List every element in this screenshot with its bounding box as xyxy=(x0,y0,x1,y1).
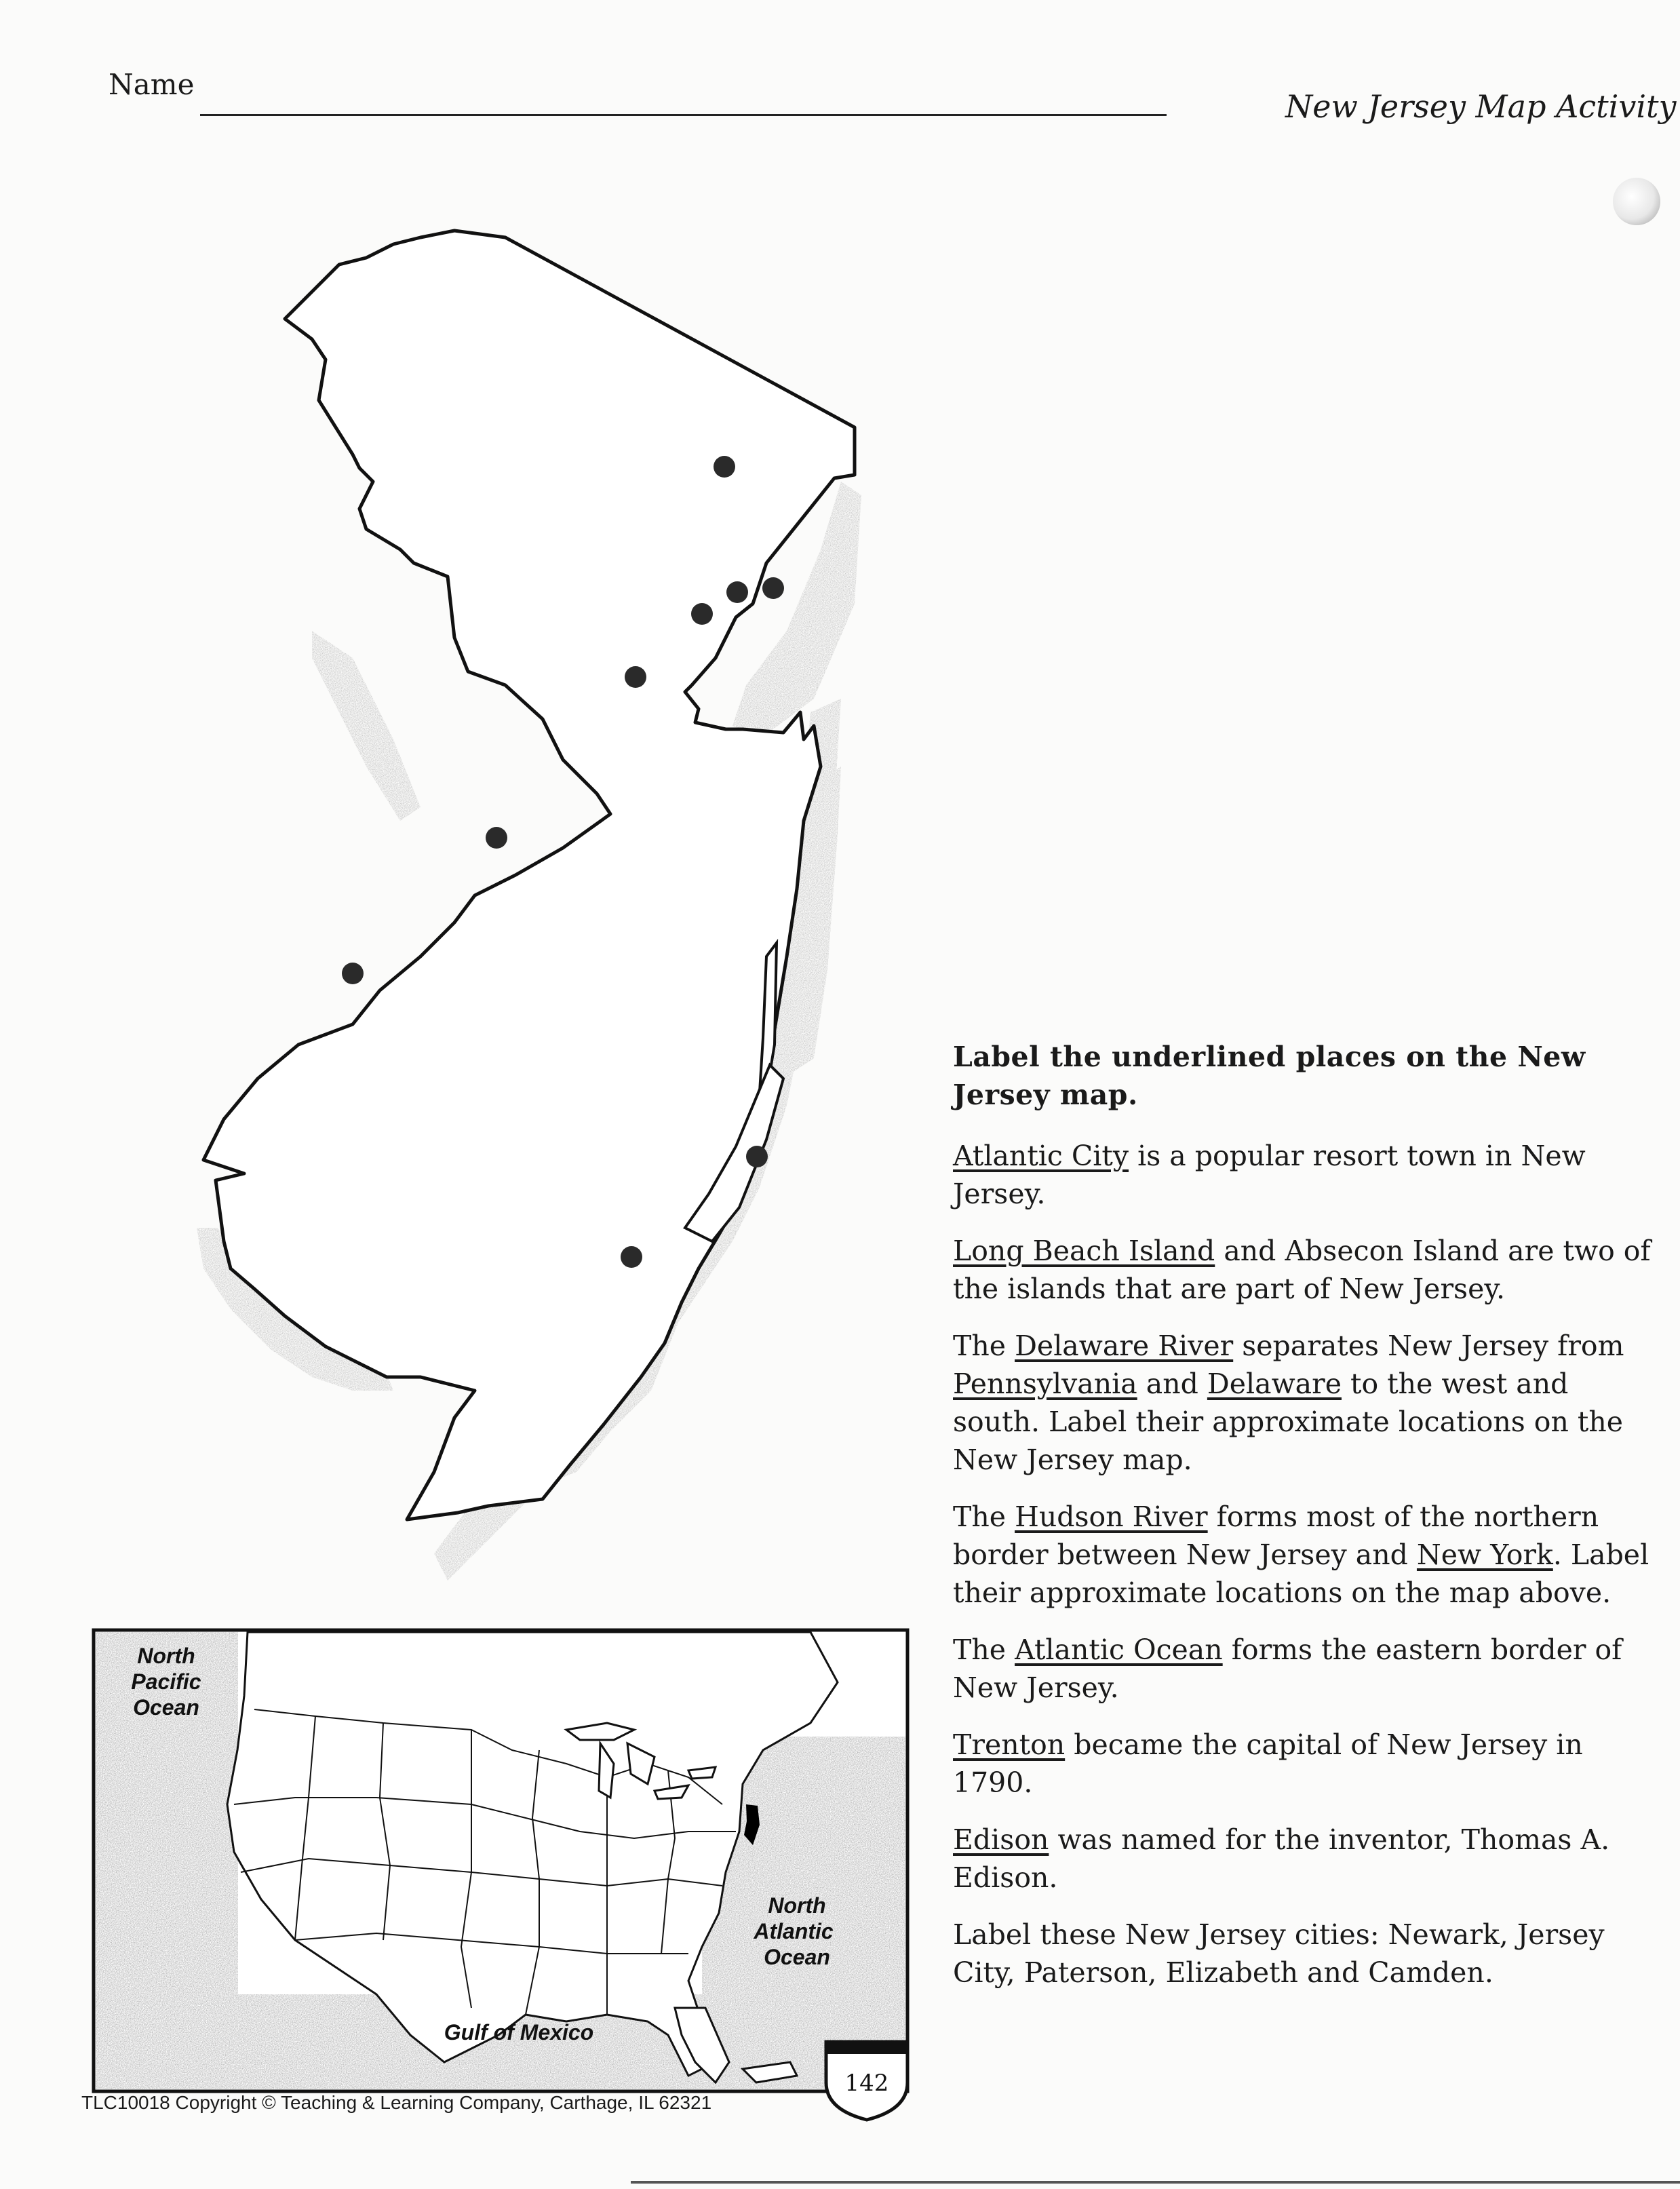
paragraph-text: is a popular resort town in New Jersey. xyxy=(953,1140,1586,1210)
page-number-badge xyxy=(819,2035,914,2123)
city-dot-long-beach[interactable] xyxy=(621,1246,642,1268)
inset-us-map xyxy=(92,1628,912,2103)
atlantic-label-3: Ocean xyxy=(764,1945,830,1969)
place-hudson-river: Hudson River xyxy=(1015,1500,1208,1533)
paragraph-text: forms the eastern border of New Jersey. xyxy=(953,1633,1622,1704)
place-delaware-river: Delaware River xyxy=(1015,1330,1234,1362)
place-trenton: Trenton xyxy=(953,1728,1066,1761)
paragraph-delaware-river xyxy=(953,1327,1658,1479)
paragraph-long-beach-island xyxy=(953,1232,1658,1308)
bottom-rule xyxy=(631,2181,1680,2184)
name-line[interactable] xyxy=(200,114,1167,116)
paragraph-text: forms most of the northern border between New Jersey and xyxy=(953,1500,1599,1571)
city-dot-hoboken[interactable] xyxy=(691,603,713,625)
paragraph-hudson-river xyxy=(953,1498,1658,1612)
punch-hole xyxy=(1613,178,1660,225)
instructions xyxy=(953,1038,1658,2011)
paragraph-text: became the capital of New Jersey in 1790. xyxy=(953,1728,1583,1799)
paragraph-atlantic-city xyxy=(953,1137,1658,1213)
paragraph-text: The xyxy=(953,1500,1015,1533)
place-atlantic-city: Atlantic City xyxy=(953,1140,1129,1172)
place-delaware: Delaware xyxy=(1207,1368,1342,1400)
new-jersey-map xyxy=(136,224,909,1594)
city-dot-paterson[interactable] xyxy=(714,456,735,478)
place-edison: Edison xyxy=(953,1823,1049,1856)
paragraph-text: The xyxy=(953,1633,1015,1666)
name-label: Name xyxy=(109,68,195,101)
paragraph-text: separates New Jersey from xyxy=(1233,1330,1624,1362)
paragraph-cities: Label these New Jersey cities: Newark, Jersey City, Paterson, Elizabeth and Camden. xyxy=(953,1918,1605,1989)
gulf-label: Gulf of Mexico xyxy=(444,2020,594,2045)
pacific-label-2: Pacific xyxy=(131,1669,201,1694)
pacific-label-1: North xyxy=(137,1644,195,1668)
paragraph-text: The xyxy=(953,1330,1015,1362)
atlantic-label-2: Atlantic xyxy=(754,1919,834,1943)
paragraph-text: and xyxy=(1137,1368,1207,1400)
city-dot-camden[interactable] xyxy=(342,963,364,984)
place-new-york: New York xyxy=(1416,1538,1553,1571)
pacific-label-3: Ocean xyxy=(133,1695,199,1720)
page-title: New Jersey Map Activity xyxy=(1285,88,1677,125)
city-dot-edison[interactable] xyxy=(625,666,646,688)
city-dot-trenton[interactable] xyxy=(486,827,507,849)
paragraph-trenton xyxy=(953,1726,1658,1802)
copyright-notice: TLC10018 Copyright © Teaching & Learning Company, Carthage, IL 62321 xyxy=(81,2092,712,2113)
place-pennsylvania: Pennsylvania xyxy=(953,1368,1137,1400)
paragraph-atlantic-ocean xyxy=(953,1631,1658,1707)
new-jersey-outline xyxy=(203,231,855,1519)
paragraph-text: . Label their approximate locations on the map above. xyxy=(953,1538,1649,1609)
instructions-title: Label the underlined places on the New Jersey map. xyxy=(953,1041,1586,1111)
page-number: 142 xyxy=(844,2070,889,2097)
city-dot-jersey-city[interactable] xyxy=(762,577,784,599)
place-atlantic-ocean: Atlantic Ocean xyxy=(1015,1633,1223,1666)
atlantic-label-1: North xyxy=(768,1893,826,1918)
city-dot-newark[interactable] xyxy=(726,581,748,603)
paragraph-text: to the west and south. Label their approximate locations on the New Jersey map. xyxy=(953,1368,1624,1476)
paragraph-edison xyxy=(953,1821,1658,1897)
paragraph-text: and Absecon Island are two of the islands that are part of New Jersey. xyxy=(953,1235,1651,1305)
place-long-beach-island: Long Beach Island xyxy=(953,1235,1215,1267)
city-dot-atlantic-city[interactable] xyxy=(746,1146,768,1167)
paragraph-text: was named for the inventor, Thomas A. Edison. xyxy=(953,1823,1610,1894)
